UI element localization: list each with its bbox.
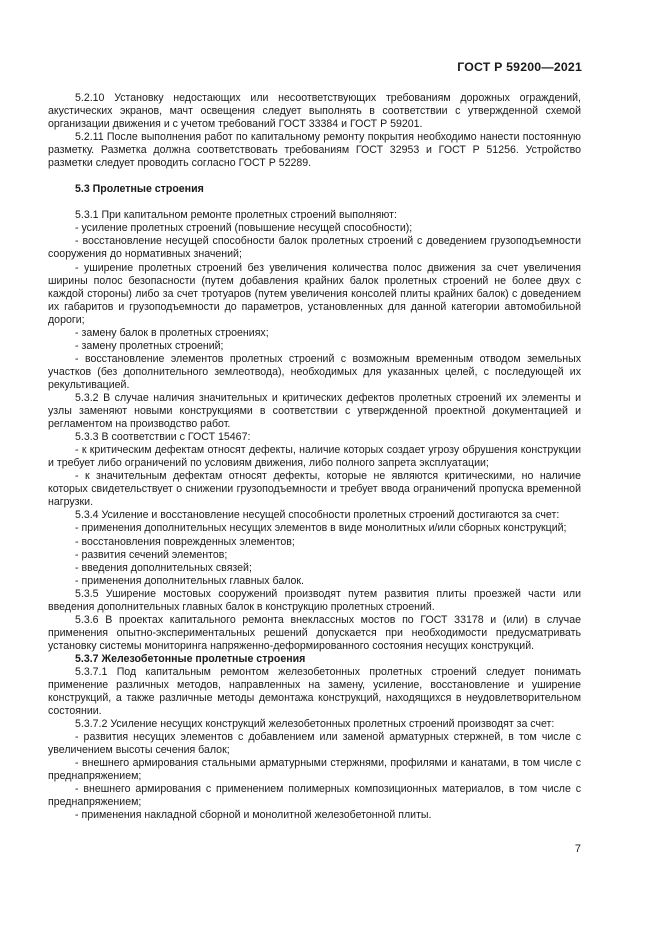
list-item: - развития несущих элементов с добавлением или заменой арматурных стержней, в том числе с увеличением высоты сечения балок; [48,731,581,757]
list-item: - внешнего армирования с применением полимерных композиционных материалов, в том числе с преднапряжением; [48,783,581,809]
clause-5-2-10: 5.2.10 Установку недостающих или несоответствующих требованиям дорожных ограждений, акустических экранов, мачт освещения следует выполнять в соответствии с утвержденной схемой организации движения и с учетом требований ГОСТ 33384 и ГОСТ Р 59201. [48,92,581,131]
clause-5-3-5: 5.3.5 Уширение мостовых сооружений производят путем развития плиты проезжей части или введения дополнительных главных балок в конструкцию пролетных строений. [48,587,581,613]
list-item: - внешнего армирования стальными арматурными стержнями, профилями и канатами, в том числе с преднапряжением; [48,757,581,783]
list-item: - применения дополнительных несущих элементов в виде монолитных и/или сборных конструкций; [75,522,567,535]
list-item: - восстановление элементов пролетных строений с возможным временным отводом земельных участков (без дополнительного землеотвода), необходимых для указанных целей, с последующей их рекультивацией. [48,352,581,391]
clause-5-3-4: 5.3.4 Усиление и восстановление несущей способности пролетных строений достигаются за счет: [75,509,560,522]
list-item: - к значительным дефектам относят дефекты, которые не являются критическими, но наличие которых свидетельствует о снижении грузоподъемности и требует ввода ограничений пропуска временной нагрузки. [48,470,581,509]
clause-5-3-7-2: 5.3.7.2 Усиление несущих конструкций железобетонных пролетных строений производят за счет: [75,718,555,731]
list-item: - применения накладной сборной и монолитной железобетонной плиты. [75,809,432,822]
clause-5-3-2: 5.3.2 В случае наличия значительных и критических дефектов пролетных строений их элементы и узлы заменяют новыми конструкциями в соответствии с утвержденной проектной документацией и регламентом на производство работ. [48,391,581,431]
page-number: 7 [574,843,581,855]
list-item: - восстановление несущей способности балок пролетных строений с доведением грузоподъемности сооружения до нормативных значений; [48,235,581,261]
clause-5-3-7-1: 5.3.7.1 Под капитальным ремонтом железобетонных пролетных строений следует понимать применение различных методов, направленных на замену, усиление, восстановление и уширение конструкций, а также различные методы демонтажа конструкций, находящихся в неудовлетворительном состоянии. [48,665,581,718]
list-item: - введения дополнительных связей; [75,561,252,574]
section-heading-5-3-7: 5.3.7 Железобетонные пролетные строения [75,652,306,665]
page-body [48,92,581,823]
list-item: - замену пролетных строений; [75,339,224,352]
clause-5-3-3: 5.3.3 В соответствии с ГОСТ 15467: [75,431,251,444]
section-heading-5-3: 5.3 Пролетные строения [75,183,204,196]
list-item: - восстановления поврежденных элементов; [75,535,295,548]
list-item: - уширение пролетных строений без увеличения количества полос движения за счет увеличения ширины полос безопасности (путем добавления крайних балок пролетных строений не более двух с каждой стороны) либо за счет тротуаров (путем увеличения консолей плиты крайних балок) с доведением их габаритов и грузоподъемности до параметров, установленных для данной категории автомобильной дороги; [48,261,581,326]
clause-5-3-6: 5.3.6 В проектах капитального ремонта внеклассных мостов по ГОСТ 33178 и (или) в случае применения опытно-экспериментальных решений допускается при необходимости предусматривать установку системы мониторинга напряженно-деформированного состояния несущих конструкций. [48,613,581,652]
list-item: - усиление пролетных строений (повышение несущей способности); [75,222,413,235]
list-item: - развития сечений элементов; [75,548,228,561]
clause-5-3-1: 5.3.1 При капитальном ремонте пролетных строений выполняют: [75,209,397,222]
list-item: - замену балок в пролетных строениях; [75,326,269,339]
standard-designation: ГОСТ Р 59200—2021 [457,60,582,74]
list-item: - к критическим дефектам относят дефекты, наличие которых создает угрозу обрушения конструкции и требует либо ограничений по условиям движения, либо полного запрета эксплуатации; [48,444,581,470]
clause-5-2-11: 5.2.11 После выполнения работ по капитальному ремонту покрытия необходимо нанести постоянную разметку. Разметка должна соответствовать требованиям ГОСТ 32953 и ГОСТ Р 51256. Устройство разметки следует проводить согласно ГОСТ Р 52289. [48,131,581,170]
list-item: - применения дополнительных главных балок. [75,574,305,587]
